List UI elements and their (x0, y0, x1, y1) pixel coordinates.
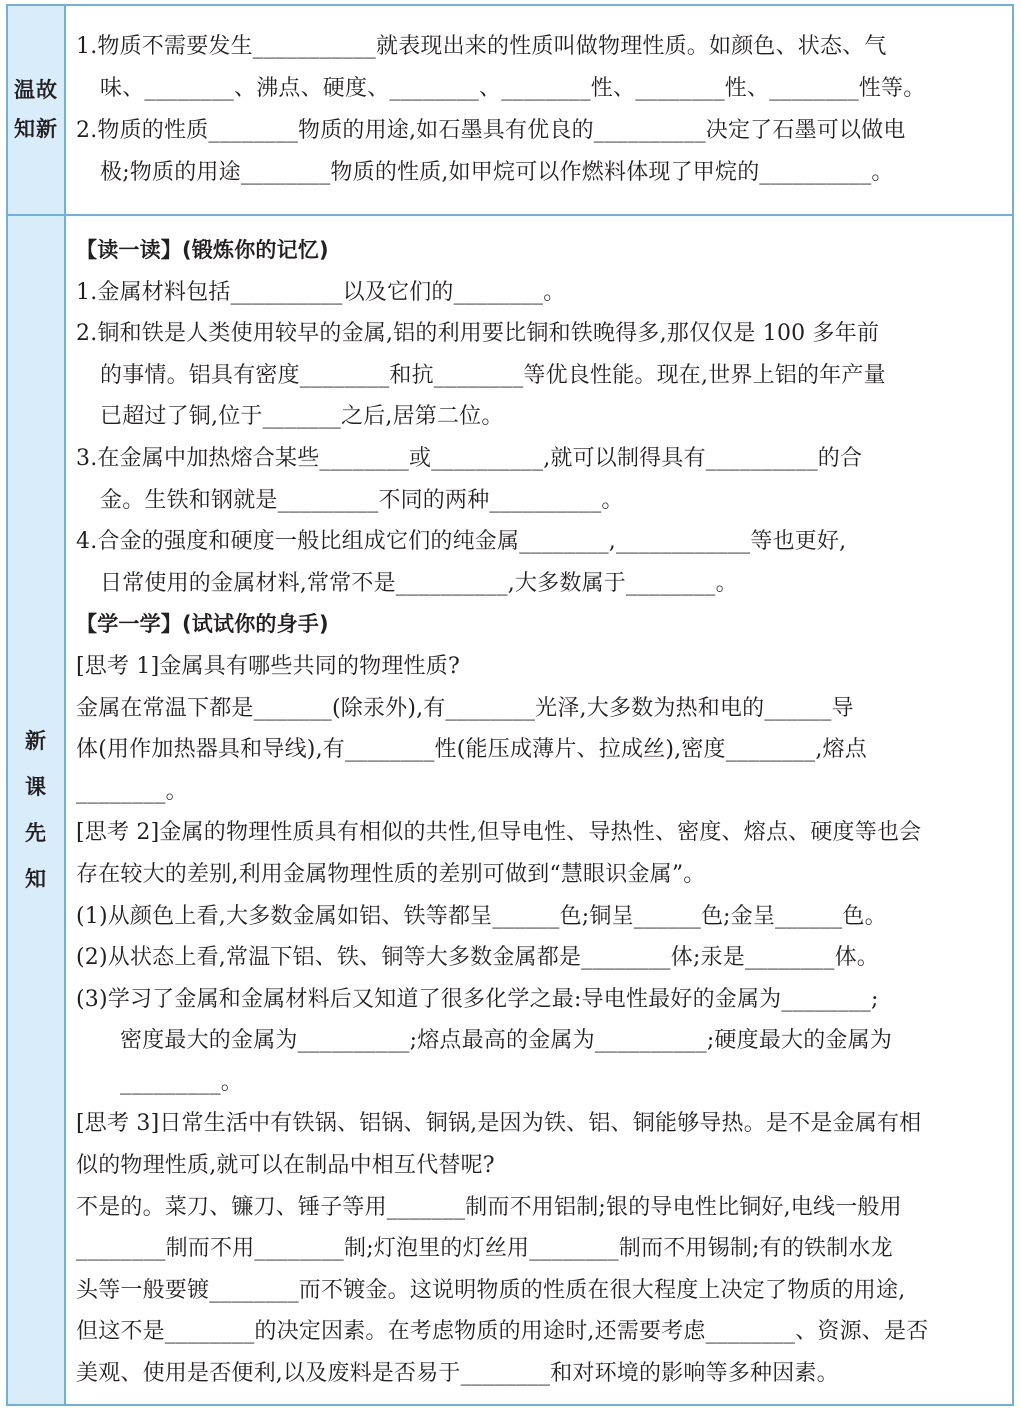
lesson-line: ________制而不用________制;灯泡里的灯丝用________制而不用锡制;有的铁制水龙 (76, 1236, 893, 1262)
worksheet-table (6, 4, 1014, 1406)
lesson-line: 2.铜和铁是人类使用较早的金属,铝的利用要比铜和铁晚得多,那仅仅是 100 多年前 (76, 321, 880, 347)
lesson-line: (1)从颜色上看,大多数金属如铝、铁等都呈______色;铜呈______色;金呈______色。 (76, 903, 887, 929)
lesson-line: 4.合金的强度和硬度一般比组成它们的纯金属________,____________等也更好, (76, 529, 847, 555)
lesson-line: [思考 1]金属具有哪些共同的物理性质? (76, 653, 460, 679)
new-lesson-section-content (76, 230, 1004, 1395)
lesson-line: [思考 3]日常生活中有铁锅、铝锅、铜锅,是因为铁、铝、铜能够导热。是不是金属有相 (76, 1111, 922, 1137)
row-divider (8, 214, 1012, 216)
lesson-line: 已超过了铜,位于_______之后,居第二位。 (100, 404, 504, 430)
review-section-label: 温故 知新 (14, 78, 58, 141)
learn-section-heading: 【学一学】(试试你的身手) (76, 612, 329, 637)
review-line: 1.物质不需要发生___________就表现出来的性质叫做物理性质。如颜色、状态、气 (76, 34, 887, 59)
lesson-line: 但这不是________的决定因素。在考虑物质的用途时,还需要考虑________、资源、是否 (76, 1319, 929, 1345)
lesson-line: (3)学习了金属和金属材料后又知道了很多化学之最:导电性最好的金属为________; (76, 986, 879, 1012)
new-lesson-section-label: 新 课 先 知 (25, 729, 47, 891)
new-lesson-section-label-cell (8, 216, 66, 1404)
lesson-line: _________。 (120, 1069, 244, 1095)
lesson-line: 存在较大的差别,利用金属物理性质的差别可做到“慧眼识金属”。 (76, 861, 706, 887)
lesson-line: 头等一般要镀________而不镀金。这说明物质的性质在很大程度上决定了物质的用途, (76, 1277, 906, 1303)
review-section-content (76, 26, 1004, 194)
lesson-line: 金。生铁和钢就是_________不同的两种__________。 (100, 487, 624, 513)
lesson-line: 日常使用的金属材料,常常不是__________,大多数属于________。 (100, 570, 738, 596)
lesson-line: 3.在金属中加热熔合某些________或__________,就可以制得具有__________的合 (76, 445, 863, 471)
lesson-line: 1.金属材料包括__________以及它们的________。 (76, 279, 566, 305)
lesson-line: (2)从状态上看,常温下铝、铁、铜等大多数金属都是________体;汞是________体。 (76, 945, 879, 971)
lesson-line: 的事情。铝具有密度________和抗________等优良性能。现在,世界上铝的年产量 (100, 362, 886, 388)
review-line: 味、________、沸点、硬度、________、________性、________性、________性等。 (100, 76, 926, 101)
review-line: 极;物质的用途________物质的性质,如甲烷可以作燃料体现了甲烷的__________。 (100, 160, 894, 185)
lesson-line: 似的物理性质,就可以在制品中相互代替呢? (76, 1153, 495, 1179)
lesson-line: [思考 2]金属的物理性质具有相似的共性,但导电性、导热性、密度、熔点、硬度等也会 (76, 820, 922, 846)
lesson-line: 美观、使用是否便利,以及废料是否易于________和对环境的影响等多种因素。 (76, 1361, 839, 1387)
lesson-line: ________。 (76, 778, 188, 804)
lesson-line: 体(用作加热器具和导线),有________性(能压成薄片、拉成丝),密度________,熔点 (76, 737, 867, 763)
review-line: 2.物质的性质________物质的用途,如石墨具有优良的__________决定了石墨可以做电 (76, 118, 906, 143)
lesson-line: 金属在常温下都是_______(除汞外),有________光泽,大多数为热和电的______导 (76, 695, 854, 721)
review-section-label-cell (8, 6, 66, 214)
read-section-heading: 【读一读】(锻炼你的记忆) (76, 238, 329, 262)
lesson-line: 密度最大的金属为__________;熔点最高的金属为__________;硬度最大的金属为 (120, 1028, 893, 1054)
lesson-line: 不是的。菜刀、镰刀、锤子等用_______制而不用铝制;银的导电性比铜好,电线一般用 (76, 1194, 902, 1220)
